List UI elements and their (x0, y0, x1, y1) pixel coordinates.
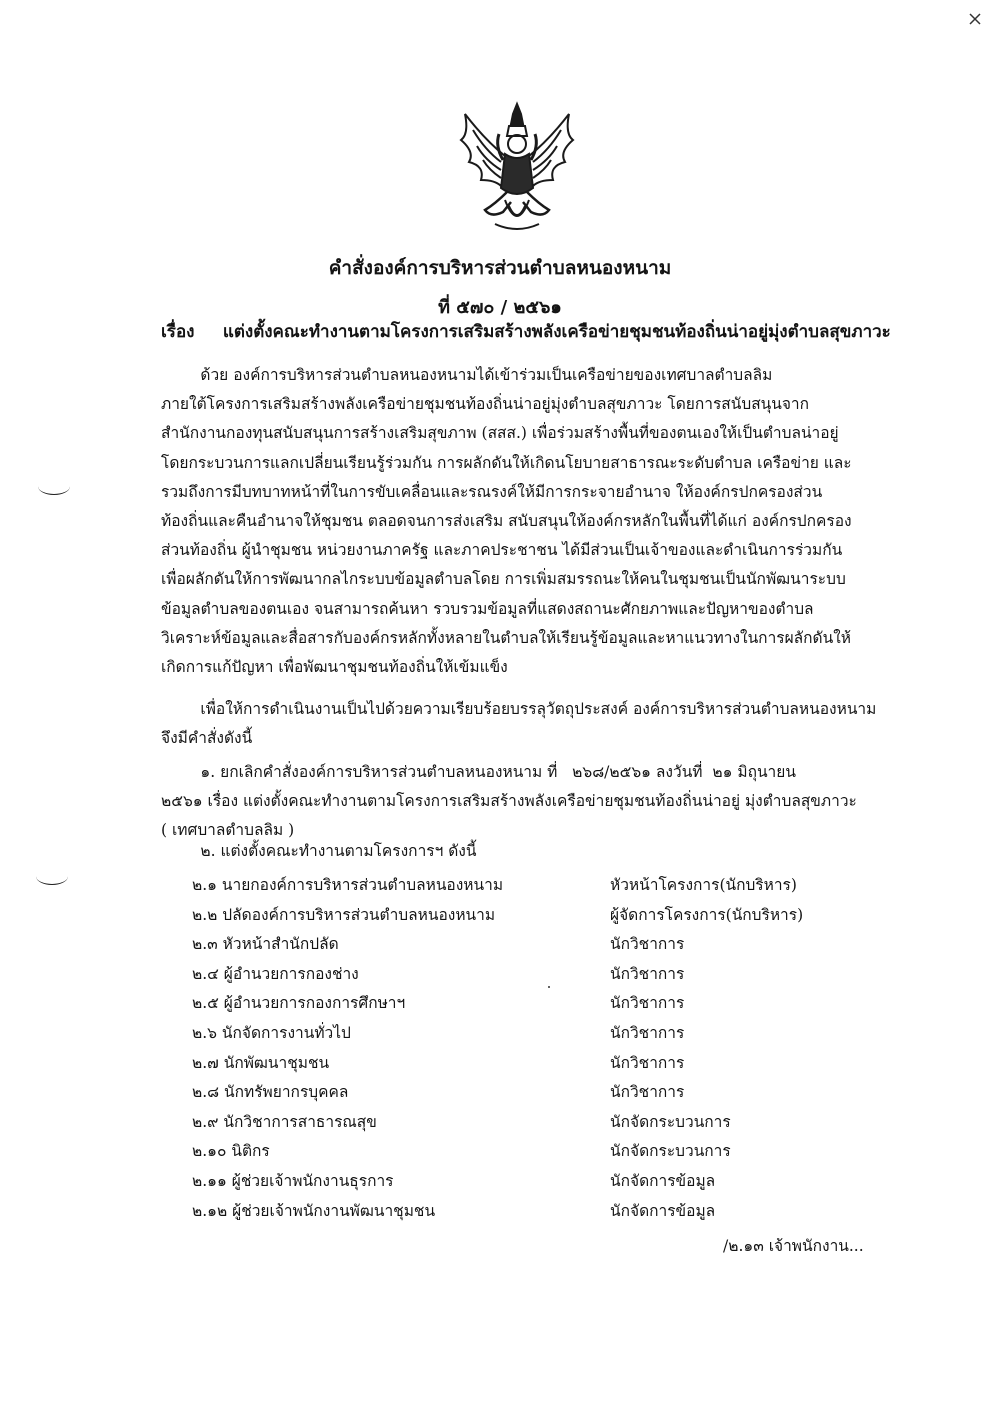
scan-speck (548, 986, 550, 988)
punch-hole-mark (36, 868, 68, 885)
paragraph-line: ท้องถิ่นและคืนอำนาจให้ชุมชน ตลอดจนการส่งเสริม สนับสนุนให้องค์กรหลักในพื้นที่ได้แก่ องค์กรปกครอง (161, 512, 852, 531)
list-item (192, 1108, 892, 1138)
paragraph-line: ๒. แต่งตั้งคณะทำงานตามโครงการฯ ดังนี้ (161, 842, 477, 860)
subject-line (161, 318, 921, 345)
committee-list (192, 871, 892, 1226)
member-role: ผู้จัดการโครงการ(นักบริหาร) (610, 905, 804, 924)
paragraph-line: ( เทศบาลตำบลลิม ) (161, 821, 295, 840)
list-item (192, 1078, 892, 1108)
list-item (192, 1167, 892, 1197)
paragraph-line: จึงมีคำสั่งดังนี้ (161, 729, 253, 748)
punch-hole-mark (38, 478, 70, 495)
list-item (192, 1137, 892, 1167)
member-position: ๒.๓ หัวหน้าสำนักปลัด (192, 935, 339, 954)
member-position: ๒.๑๑ ผู้ช่วยเจ้าพนักงานธุรการ (192, 1171, 394, 1190)
member-role: นักจัดกระบวนการ (610, 1112, 731, 1131)
list-item (192, 871, 892, 901)
paragraph-line: ด้วย องค์การบริหารส่วนตำบลหนองหนามได้เข้าร่วมเป็นเครือข่ายของเทศบาลตำบลลิม (161, 366, 773, 384)
paragraph-line: รวมถึงการมีบทบาทหน้าที่ในการขับเคลื่อนและรณรงค์ให้มีการกระจายอำนาจ ให้องค์กรปกครองส่วน (161, 482, 823, 501)
paragraph-line: วิเคราะห์ข้อมูลและสื่อสารกับองค์กรหลักทั้งหลายในตำบลให้เรียนรู้ข้อมูลและหาแนวทางในการผลักดันให้ (161, 628, 852, 647)
paragraph-line: โดยกระบวนการแลกเปลี่ยนเรียนรู้ร่วมกัน การผลักดันให้เกิดนโยบายสาธารณะระดับตำบล เครือข่าย และ (161, 453, 852, 472)
member-position: ๒.๑๐ นิติกร (192, 1142, 270, 1161)
item-1-revoke (161, 758, 876, 846)
paragraph-line: สำนักงานกองทุนสนับสนุนการสร้างเสริมสุขภาพ (สสส.) เพื่อร่วมสร้างพื้นที่ของตนเองให้เป็นตำบลน่าอยู่ (161, 424, 839, 443)
list-item (192, 1197, 892, 1227)
list-item (192, 901, 892, 931)
paragraph-line: ภายใต้โครงการเสริมสร้างพลังเครือข่ายชุมชนท้องถิ่นน่าอยู่มุ่งตำบลสุขภาวะ โดยการสนับสนุนจาก (161, 395, 810, 414)
member-role: นักวิชาการ (610, 1053, 685, 1072)
member-role: นักวิชาการ (610, 1023, 685, 1042)
paragraph-line: ๑. ยกเลิกคำสั่งองค์การบริหารส่วนตำบลหนองหนาม ที่ ๒๖๘/๒๕๖๑ ลงวันที่ ๒๑ มิถุนายน (161, 763, 796, 781)
order-number: ที่ ๕๗๐ / ๒๕๖๑ (438, 297, 562, 318)
member-role: นักวิชาการ (610, 964, 685, 983)
paragraph-line: เพื่อผลักดันให้การพัฒนากลไกระบบข้อมูลตำบลโดย การเพิ่มสมรรถนะให้คนในชุมชนเป็นนักพัฒนาระบบ (161, 570, 846, 589)
list-item (192, 1049, 892, 1079)
order-title: คำสั่งองค์การบริหารส่วนตำบลหนองหนาม (328, 257, 672, 279)
member-position: ๒.๕ ผู้อำนวยการกองการศึกษาฯ (192, 994, 406, 1013)
member-role: นักจัดการข้อมูล (610, 1201, 716, 1220)
subject-text: แต่งตั้งคณะทำงานตามโครงการเสริมสร้างพลังเครือข่ายชุมชนท้องถิ่นน่าอยู่มุ่งตำบลสุขภาวะ (222, 322, 891, 342)
member-position: ๒.๑๒ ผู้ช่วยเจ้าพนักงานพัฒนาชุมชน (192, 1201, 436, 1220)
list-item (192, 989, 892, 1019)
paragraph-background (161, 361, 876, 682)
item-2-heading (161, 837, 876, 866)
member-role: นักจัดการข้อมูล (610, 1171, 716, 1190)
list-item (192, 960, 892, 990)
member-position: ๒.๘ นักทรัพยากรบุคคล (192, 1083, 349, 1102)
member-position: ๒.๙ นักวิชาการสาธารณสุข (192, 1112, 377, 1131)
list-item (192, 1019, 892, 1049)
member-role: นักวิชาการ (610, 994, 685, 1013)
list-item (192, 930, 892, 960)
paragraph-purpose (161, 695, 876, 753)
member-position: ๒.๒ ปลัดองค์การบริหารส่วนตำบลหนองหนาม (192, 905, 496, 924)
paragraph-line: เกิดการแก้ปัญหา เพื่อพัฒนาชุมชนท้องถิ่นให้เข้มแข็ง (161, 658, 508, 677)
subject-label: เรื่อง (161, 322, 195, 342)
paragraph-line: ส่วนท้องถิ่น ผู้นำชุมชน หน่วยงานภาครัฐ และภาคประชาชน ได้มีส่วนเป็นเจ้าของและดำเนินการร่วมกัน (161, 541, 843, 560)
member-position: ๒.๑ นายกองค์การบริหารส่วนตำบลหนองหนาม (192, 876, 504, 894)
paragraph-line: เพื่อให้การดำเนินงานเป็นไปด้วยความเรียบร้อยบรรลุวัตถุประสงค์ องค์การบริหารส่วนตำบลหนองหนาม (161, 700, 877, 718)
corner-mark-icon (968, 12, 982, 26)
member-position: ๒.๔ ผู้อำนวยการกองช่าง (192, 964, 359, 983)
member-role: นักวิชาการ (610, 1083, 685, 1102)
member-position: ๒.๗ นักพัฒนาชุมชน (192, 1053, 330, 1072)
member-position: ๒.๖ นักจัดการงานทั่วไป (192, 1023, 351, 1042)
member-role: นักจัดกระบวนการ (610, 1142, 731, 1161)
member-role: หัวหน้าโครงการ(นักบริหาร) (610, 876, 797, 894)
paragraph-line: ข้อมูลตำบลของตนเอง จนสามารถค้นหา รวบรวมข้อมูลที่แสดงสถานะศักยภาพและปัญหาของตำบล (161, 599, 814, 618)
member-role: นักวิชาการ (610, 935, 685, 954)
continuation-note: /๒.๑๓ เจ้าพนักงาน... (723, 1237, 864, 1255)
paragraph-line: ๒๕๖๑ เรื่อง แต่งตั้งคณะทำงานตามโครงการเสริมสร้างพลังเครือข่ายชุมชนท้องถิ่นน่าอยู่ มุ่งตำบลสุขภาวะ (161, 792, 857, 811)
garuda-emblem-icon (455, 100, 579, 235)
